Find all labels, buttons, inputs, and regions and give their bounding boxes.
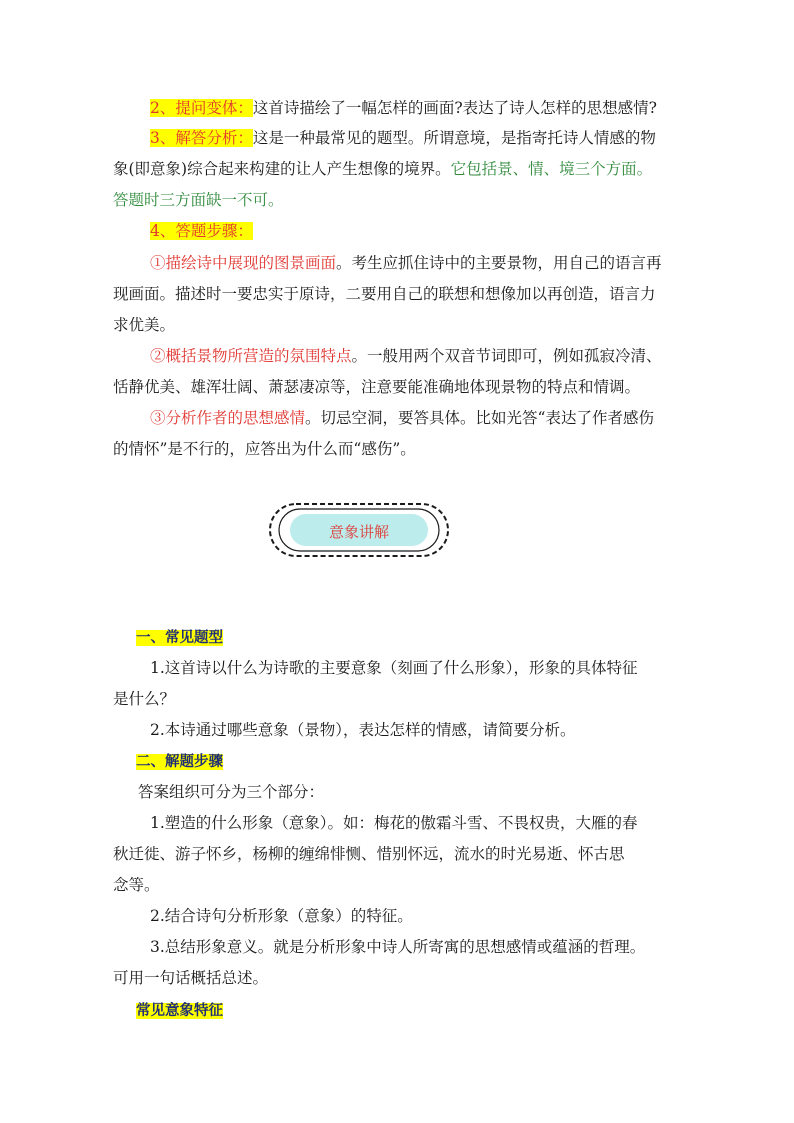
step3-title: ③分析作者的思想感情 xyxy=(150,409,306,427)
point-1-line-1: 1.塑造的什么形象（意象）。如：梅花的傲霜斗雪、不畏权贵，大雁的春 xyxy=(150,814,638,832)
question-variant-line xyxy=(150,98,685,118)
analysis-label: 3、解答分析： xyxy=(150,129,253,147)
step2-title: ②概括景物所营造的氛围特点 xyxy=(150,347,352,365)
analysis-text-2a: 象(即意象)综合起来构建的让人产生想像的境界。 xyxy=(113,160,451,178)
step1-line-3: 求优美。 xyxy=(113,316,176,334)
badge-label: 意象讲解 xyxy=(328,523,389,541)
answer-intro: 答案组织可分为三个部分： xyxy=(138,783,325,801)
step1-line-2: 现画面。描述时一要忠实于原诗，二要用自己的联想和想像加以再创造，语言力 xyxy=(113,285,656,303)
point-2-line: 2.结合诗句分析形象（意象）的特征。 xyxy=(150,907,413,925)
heading-solution-steps-text: 二、解题步骤 xyxy=(136,754,223,770)
steps-heading-line xyxy=(150,221,685,241)
analysis-text-1: 这是一种最常见的题型。所谓意境，是指寄托诗人情感的物 xyxy=(252,129,656,147)
step1-text-a: 。考生应抓住诗中的主要景物，用自己的语言再 xyxy=(336,254,662,272)
analysis-line-1 xyxy=(150,128,685,148)
steps-label: 4、答题步骤： xyxy=(150,222,253,240)
question-2-line: 2.本诗通过哪些意象（景物），表达怎样的情感，请简要分析。 xyxy=(150,721,576,739)
step1-line-1 xyxy=(150,253,685,273)
point-3-line-2: 可用一句话概括总述。 xyxy=(113,969,269,987)
question-1-line-1: 1.这首诗以什么为诗歌的主要意象（刻画了什么形象），形象的具体特征 xyxy=(150,659,638,677)
heading-solution-steps xyxy=(136,751,708,772)
step2-line-1 xyxy=(150,346,685,366)
analysis-text-2b: 它包括景、情、境三个方面。 xyxy=(450,160,653,178)
heading-common-types xyxy=(136,627,708,648)
point-1-line-2: 秋迁徙、游子怀乡，杨柳的缠绵悱恻、惜别怀远，流水的时光易逝、怀古思 xyxy=(113,845,625,863)
section-badge xyxy=(266,500,452,560)
analysis-line-3: 答题时三方面缺一不可。 xyxy=(113,191,284,209)
step1-title: ①描绘诗中展现的图景画面 xyxy=(150,254,337,272)
point-1-line-3: 念等。 xyxy=(113,876,160,894)
heading-common-imagery-text: 常见意象特征 xyxy=(136,1003,223,1019)
step3-text-a: 。切忌空洞，要答具体。比如光答“表达了作者感伤 xyxy=(305,409,654,427)
question-1-line-2: 是什么？ xyxy=(113,690,176,708)
step3-line-1 xyxy=(150,408,685,428)
analysis-line-2 xyxy=(113,159,685,179)
question-variant-label: 2、提问变体： xyxy=(150,99,253,117)
step2-text-a: 。一般用两个双音节词即可，例如孤寂冷清、 xyxy=(351,347,662,365)
point-3-line-1: 3.总结形象意义。就是分析形象中诗人所寄寓的思想感情或蕴涵的哲理。 xyxy=(150,938,646,956)
step2-line-2: 恬静优美、雄浑壮阔、萧瑟凄凉等，注意要能准确地体现景物的特点和情调。 xyxy=(113,378,641,396)
heading-common-types-text: 一、常见题型 xyxy=(136,630,223,646)
heading-common-imagery xyxy=(136,1000,708,1021)
step3-line-2: 的情怀”是不行的，应答出为什么而“感伤”。 xyxy=(113,440,416,458)
question-variant-text: 这首诗描绘了一幅怎样的画面?表达了诗人怎样的思想感情? xyxy=(252,99,657,117)
